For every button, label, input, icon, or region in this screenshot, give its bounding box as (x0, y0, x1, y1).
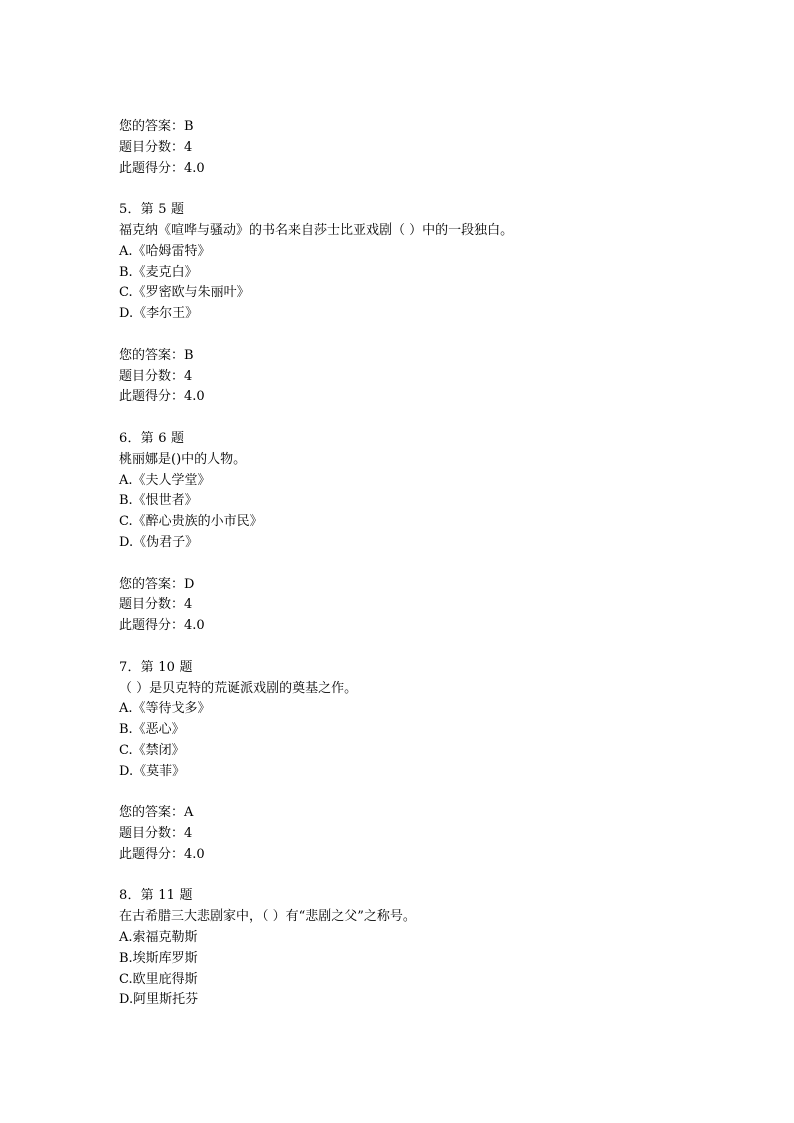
question-prompt: 在古希腊三大悲剧家中，（ ）有“悲剧之父”之称号。 (119, 909, 416, 925)
prev-result-block (119, 117, 759, 179)
question-score: 此题得分：4.0 (119, 389, 205, 405)
option-d: D.《伪君子》 (119, 534, 199, 550)
question-block (119, 658, 759, 866)
question-block (119, 886, 759, 1011)
question-points: 题目分数：4 (119, 597, 193, 613)
spacer (119, 408, 759, 429)
question-points: 题目分数：4 (119, 368, 193, 384)
question-header: 8．第 11 题 (119, 888, 193, 904)
question-header: 5．第 5 题 (119, 202, 185, 218)
spacer (119, 866, 759, 887)
option-b: B.《恶心》 (119, 722, 185, 738)
option-b: B.《麦克白》 (119, 264, 198, 280)
option-c: C.《醉心贵族的小市民》 (119, 514, 263, 530)
spacer (119, 783, 759, 804)
question-score: 此题得分：4.0 (119, 618, 205, 634)
option-d: D.阿里斯托芬 (119, 992, 199, 1008)
option-c: C.《禁闭》 (119, 742, 185, 758)
option-b: B.埃斯库罗斯 (119, 950, 198, 966)
option-a: A.《哈姆雷特》 (119, 243, 211, 259)
option-b: B.《恨世者》 (119, 493, 198, 509)
your-answer: 您的答案：A (119, 805, 194, 821)
document-page (119, 117, 759, 1011)
spacer (119, 325, 759, 346)
question-score: 此题得分：4.0 (119, 160, 205, 176)
question-points: 题目分数：4 (119, 139, 193, 155)
question-prompt: 福克纳《喧哗与骚动》的书名来自莎士比亚戏剧（ ）中的一段独白。 (119, 222, 514, 238)
question-block (119, 429, 759, 637)
spacer (119, 554, 759, 575)
question-points: 题目分数：4 (119, 826, 193, 842)
option-d: D.《李尔王》 (119, 306, 199, 322)
option-a: A.《等待戈多》 (119, 701, 211, 717)
option-a: A.索福克勒斯 (119, 930, 198, 946)
question-header: 7．第 10 题 (119, 659, 193, 675)
question-score: 此题得分：4.0 (119, 846, 205, 862)
spacer (119, 637, 759, 658)
question-header: 6．第 6 题 (119, 430, 185, 446)
option-c: C.欧里庇得斯 (119, 971, 198, 987)
your-answer: 您的答案：B (119, 119, 194, 134)
question-prompt: 桃丽娜是()中的人物。 (119, 451, 247, 467)
option-d: D.《莫菲》 (119, 763, 186, 779)
your-answer: 您的答案：D (119, 576, 195, 592)
question-block (119, 200, 759, 408)
spacer (119, 179, 759, 200)
your-answer: 您的答案：B (119, 347, 194, 363)
option-a: A.《夫人学堂》 (119, 472, 211, 488)
option-c: C.《罗密欧与朱丽叶》 (119, 285, 250, 301)
question-prompt: （ ）是贝克特的荒诞派戏剧的奠基之作。 (119, 680, 358, 696)
